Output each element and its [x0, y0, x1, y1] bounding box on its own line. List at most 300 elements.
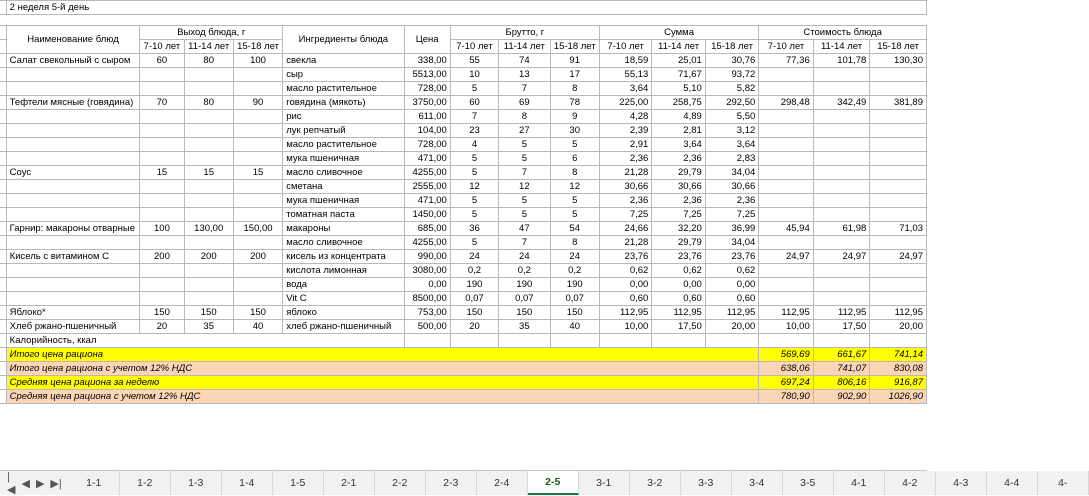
cell-brutto-2: 190 [550, 278, 599, 292]
totals-value-2: 741,14 [870, 348, 927, 362]
header-age-brutto-1: 11-14 лет [499, 40, 550, 54]
cell-output-1 [184, 278, 233, 292]
calories-cost-2 [870, 334, 927, 348]
table-row [0, 264, 927, 278]
cell-output-2 [233, 180, 282, 194]
totals-body [0, 348, 927, 404]
cell-brutto-1: 35 [499, 320, 550, 334]
sheet-tab-4-3[interactable]: 4-3 [936, 471, 987, 495]
cell-sum-1: 112,95 [652, 306, 705, 320]
cell-brutto-1: 150 [499, 306, 550, 320]
cell-cost-0: 298,48 [759, 96, 813, 110]
cell-output-0 [140, 180, 184, 194]
header-age-brutto-0: 7-10 лет [450, 40, 498, 54]
cell-brutto-2: 8 [550, 166, 599, 180]
cell-cost-1: 101,78 [813, 54, 870, 68]
calories-cost-0 [759, 334, 813, 348]
cell-sum-2: 34,04 [705, 236, 758, 250]
cell-sum-0: 10,00 [599, 320, 651, 334]
cell-sum-0: 112,95 [599, 306, 651, 320]
cell-output-0 [140, 278, 184, 292]
cell-sum-1: 5,10 [652, 82, 705, 96]
sheet-tab-3-1[interactable]: 3-1 [579, 471, 630, 495]
cell-brutto-2: 24 [550, 250, 599, 264]
cell-sum-0: 2,39 [599, 124, 651, 138]
totals-value-1: 661,67 [813, 348, 870, 362]
cell-price: 0,00 [404, 278, 450, 292]
cell-brutto-1: 0,07 [499, 292, 550, 306]
cell-sum-1: 29,79 [652, 166, 705, 180]
cell-output-2: 100 [233, 54, 282, 68]
cell-sum-1: 17,50 [652, 320, 705, 334]
tab-nav-next-icon[interactable]: ▶ [35, 477, 45, 490]
cell-output-2 [233, 82, 282, 96]
cell-output-2 [233, 264, 282, 278]
calories-cost-1 [813, 334, 870, 348]
cell-cost-2 [870, 82, 927, 96]
header-group-brutto: Брутто, г [450, 26, 599, 40]
sheet-tab-2-5[interactable]: 2-5 [528, 471, 579, 495]
cell-output-2 [233, 152, 282, 166]
cell-cost-2: 381,89 [870, 96, 927, 110]
cell-sum-0: 30,66 [599, 180, 651, 194]
calories-brutto-0 [450, 334, 498, 348]
sheet-tab-1-2[interactable]: 1-2 [120, 471, 171, 495]
cell-ingredient: томатная паста [283, 208, 404, 222]
cell-brutto-0: 10 [450, 68, 498, 82]
cell-output-0 [140, 124, 184, 138]
cell-brutto-2: 8 [550, 236, 599, 250]
cell-brutto-1: 13 [499, 68, 550, 82]
cell-sum-1: 2,81 [652, 124, 705, 138]
cell-sum-2: 5,50 [705, 110, 758, 124]
cell-brutto-2: 9 [550, 110, 599, 124]
cell-sum-2: 292,50 [705, 96, 758, 110]
cell-brutto-2: 6 [550, 152, 599, 166]
sheet-tab-4-4[interactable]: 4-4 [987, 471, 1038, 495]
cell-sum-2: 7,25 [705, 208, 758, 222]
totals-value-2: 916,87 [870, 376, 927, 390]
cell-cost-0 [759, 166, 813, 180]
cell-cost-2 [870, 166, 927, 180]
cell-brutto-1: 47 [499, 222, 550, 236]
cell-output-2 [233, 68, 282, 82]
cell-cost-1 [813, 208, 870, 222]
sheet-tab-3-2[interactable]: 3-2 [630, 471, 681, 495]
table-row [0, 208, 927, 222]
cell-cost-1 [813, 110, 870, 124]
cell-brutto-1: 12 [499, 180, 550, 194]
cell-sum-0: 21,28 [599, 166, 651, 180]
cell-sum-2: 20,00 [705, 320, 758, 334]
cell-ingredient: масло сливочное [283, 236, 404, 250]
cell-cost-0 [759, 138, 813, 152]
cell-brutto-0: 23 [450, 124, 498, 138]
cell-sum-0: 0,62 [599, 264, 651, 278]
cell-cost-1 [813, 152, 870, 166]
sheet-tab-3-5[interactable]: 3-5 [783, 471, 834, 495]
cell-brutto-0: 190 [450, 278, 498, 292]
cell-output-0: 15 [140, 166, 184, 180]
calories-label: Калорийность, ккал [6, 334, 404, 348]
cell-output-2 [233, 138, 282, 152]
cell-sum-1: 0,60 [652, 292, 705, 306]
cell-dish-name: Соус [6, 166, 140, 180]
cell-dish-name [6, 292, 140, 306]
cell-cost-2 [870, 264, 927, 278]
cell-brutto-0: 5 [450, 208, 498, 222]
totals-value-1: 741,07 [813, 362, 870, 376]
cell-sum-2: 3,64 [705, 138, 758, 152]
cell-ingredient: яблоко [283, 306, 404, 320]
cell-output-2: 90 [233, 96, 282, 110]
cell-cost-0 [759, 208, 813, 222]
cell-cost-1 [813, 68, 870, 82]
cell-output-2 [233, 110, 282, 124]
cell-ingredient: кислота лимонная [283, 264, 404, 278]
cell-output-2: 200 [233, 250, 282, 264]
cell-ingredient: лук репчатый [283, 124, 404, 138]
sheet-tab-4-[interactable]: 4- [1038, 471, 1089, 495]
cell-cost-2 [870, 208, 927, 222]
cell-sum-0: 23,76 [599, 250, 651, 264]
cell-cost-2 [870, 138, 927, 152]
table-row [0, 68, 927, 82]
cell-ingredient: свекла [283, 54, 404, 68]
cell-price: 500,00 [404, 320, 450, 334]
cell-sum-2: 3,12 [705, 124, 758, 138]
table-row [0, 194, 927, 208]
cell-output-1 [184, 208, 233, 222]
cell-price: 3750,00 [404, 96, 450, 110]
cell-cost-1: 17,50 [813, 320, 870, 334]
cell-sum-2: 2,36 [705, 194, 758, 208]
cell-brutto-0: 4 [450, 138, 498, 152]
cell-cost-1: 24,97 [813, 250, 870, 264]
calories-row [0, 334, 927, 348]
sheet-title-row [0, 1, 927, 15]
cell-output-0 [140, 110, 184, 124]
cell-output-2 [233, 292, 282, 306]
cell-ingredient: макароны [283, 222, 404, 236]
cell-sum-1: 2,36 [652, 152, 705, 166]
header-price: Цена [404, 26, 450, 54]
cell-output-0 [140, 138, 184, 152]
cell-cost-1 [813, 166, 870, 180]
header-dish-name: Наименование блюд [6, 26, 140, 54]
cell-output-0: 100 [140, 222, 184, 236]
cell-cost-1 [813, 278, 870, 292]
cell-cost-0 [759, 292, 813, 306]
cell-cost-1 [813, 264, 870, 278]
cell-sum-1: 258,75 [652, 96, 705, 110]
header-group-sum: Сумма [599, 26, 758, 40]
totals-value-2: 830,08 [870, 362, 927, 376]
cell-sum-1: 23,76 [652, 250, 705, 264]
cell-cost-0 [759, 278, 813, 292]
cell-cost-0 [759, 194, 813, 208]
cell-sum-0: 3,64 [599, 82, 651, 96]
cell-cost-0 [759, 124, 813, 138]
table-body [0, 54, 927, 334]
cell-cost-2: 20,00 [870, 320, 927, 334]
cell-brutto-2: 150 [550, 306, 599, 320]
sheet-tab-3-3[interactable]: 3-3 [681, 471, 732, 495]
calories-sum-1 [652, 334, 705, 348]
table-row [0, 222, 927, 236]
cell-cost-1 [813, 236, 870, 250]
totals-value-1: 806,16 [813, 376, 870, 390]
cell-price: 611,00 [404, 110, 450, 124]
cell-sum-1: 30,66 [652, 180, 705, 194]
cell-ingredient: масло растительное [283, 82, 404, 96]
cell-cost-0: 77,36 [759, 54, 813, 68]
cell-output-1 [184, 110, 233, 124]
calories-sum-0 [599, 334, 651, 348]
cell-sum-1: 7,25 [652, 208, 705, 222]
cell-sum-0: 4,28 [599, 110, 651, 124]
cell-sum-2: 0,00 [705, 278, 758, 292]
cell-output-0 [140, 292, 184, 306]
table-row [0, 278, 927, 292]
cell-cost-1 [813, 180, 870, 194]
tab-nav-controls[interactable] [0, 471, 69, 495]
cell-brutto-0: 24 [450, 250, 498, 264]
cell-brutto-2: 0,2 [550, 264, 599, 278]
totals-row [0, 348, 927, 362]
cell-brutto-1: 5 [499, 194, 550, 208]
table-header-top [0, 26, 927, 40]
cell-sum-1: 71,67 [652, 68, 705, 82]
cell-brutto-2: 5 [550, 138, 599, 152]
cell-dish-name [6, 152, 140, 166]
cell-ingredient: мука пшеничная [283, 152, 404, 166]
cell-output-1 [184, 292, 233, 306]
table-row [0, 180, 927, 194]
cell-output-0: 150 [140, 306, 184, 320]
cell-dish-name: Кисель с витамином С [6, 250, 140, 264]
cell-cost-1: 112,95 [813, 306, 870, 320]
cell-output-0 [140, 68, 184, 82]
header-age-sum-1: 11-14 лет [652, 40, 705, 54]
cell-brutto-1: 7 [499, 166, 550, 180]
cell-brutto-0: 5 [450, 82, 498, 96]
totals-value-0: 638,06 [759, 362, 813, 376]
cell-sum-1: 25,01 [652, 54, 705, 68]
cell-dish-name [6, 82, 140, 96]
table-row [0, 166, 927, 180]
cell-cost-0 [759, 180, 813, 194]
cell-brutto-2: 8 [550, 82, 599, 96]
calories-sum-2 [705, 334, 758, 348]
cell-cost-1 [813, 82, 870, 96]
cell-sum-0: 18,59 [599, 54, 651, 68]
cell-sum-0: 0,60 [599, 292, 651, 306]
cell-sum-1: 3,64 [652, 138, 705, 152]
cell-dish-name: Хлеб ржано-пшеничный [6, 320, 140, 334]
cell-price: 4255,00 [404, 166, 450, 180]
cell-sum-2: 23,76 [705, 250, 758, 264]
cell-output-1: 200 [184, 250, 233, 264]
sheet-tab-2-2[interactable]: 2-2 [375, 471, 426, 495]
sheet-tab-1-5[interactable]: 1-5 [273, 471, 324, 495]
cell-output-1 [184, 124, 233, 138]
sheet-tab-2-4[interactable]: 2-4 [477, 471, 528, 495]
cell-cost-1 [813, 138, 870, 152]
sheet-tab-4-1[interactable]: 4-1 [834, 471, 885, 495]
cell-cost-0 [759, 110, 813, 124]
calories-brutto-1 [499, 334, 550, 348]
cell-sum-2: 30,66 [705, 180, 758, 194]
cell-brutto-1: 8 [499, 110, 550, 124]
cell-cost-0 [759, 68, 813, 82]
cell-dish-name: Гарнир: макароны отварные [6, 222, 140, 236]
cell-output-1 [184, 236, 233, 250]
cell-output-1 [184, 68, 233, 82]
totals-value-2: 1026,90 [870, 390, 927, 404]
cell-output-1 [184, 180, 233, 194]
cell-cost-2 [870, 292, 927, 306]
cell-sum-2: 0,62 [705, 264, 758, 278]
sheet-tab-1-3[interactable]: 1-3 [171, 471, 222, 495]
cell-brutto-1: 190 [499, 278, 550, 292]
cell-output-1: 80 [184, 54, 233, 68]
sheet-tab-4-2[interactable]: 4-2 [885, 471, 936, 495]
totals-label: Итого цена рациона [6, 348, 759, 362]
table-row [0, 138, 927, 152]
header-age-out-2: 15-18 лет [233, 40, 282, 54]
cell-output-0: 70 [140, 96, 184, 110]
cell-brutto-0: 5 [450, 236, 498, 250]
cell-sum-0: 0,00 [599, 278, 651, 292]
cell-sum-0: 55,13 [599, 68, 651, 82]
calories-price [404, 334, 450, 348]
sheet-tab-3-4[interactable]: 3-4 [732, 471, 783, 495]
sheet-tab-1-4[interactable]: 1-4 [222, 471, 273, 495]
row-gutter [0, 40, 6, 54]
cell-price: 2555,00 [404, 180, 450, 194]
cell-price: 753,00 [404, 306, 450, 320]
sheet-tabs[interactable] [69, 471, 1089, 495]
sheet-tab-bar[interactable] [0, 470, 1068, 496]
totals-value-0: 569,69 [759, 348, 813, 362]
cell-cost-2: 112,95 [870, 306, 927, 320]
cell-output-0 [140, 152, 184, 166]
cell-price: 1450,00 [404, 208, 450, 222]
cell-sum-1: 4,89 [652, 110, 705, 124]
cell-cost-2: 130,30 [870, 54, 927, 68]
cell-price: 104,00 [404, 124, 450, 138]
sheet-tab-1-1[interactable]: 1-1 [69, 471, 120, 495]
totals-label: Итого цена рациона с учетом 12% НДС [6, 362, 759, 376]
cell-output-1 [184, 138, 233, 152]
cell-output-1: 130,00 [184, 222, 233, 236]
cell-brutto-2: 78 [550, 96, 599, 110]
cell-brutto-0: 0,07 [450, 292, 498, 306]
cell-ingredient: масло сливочное [283, 166, 404, 180]
totals-row [0, 376, 927, 390]
cell-sum-2: 93,72 [705, 68, 758, 82]
tab-nav-last-icon[interactable]: ▶| [50, 477, 62, 490]
header-age-sum-0: 7-10 лет [599, 40, 651, 54]
cell-output-1 [184, 82, 233, 96]
table-row [0, 96, 927, 110]
cell-dish-name [6, 110, 140, 124]
cell-brutto-0: 5 [450, 152, 498, 166]
cell-output-0 [140, 264, 184, 278]
table-row [0, 82, 927, 96]
cell-sum-2: 112,95 [705, 306, 758, 320]
table-row [0, 110, 927, 124]
cell-price: 728,00 [404, 138, 450, 152]
cell-ingredient: кисель из концентрата [283, 250, 404, 264]
cell-cost-0 [759, 264, 813, 278]
cell-price: 3080,00 [404, 264, 450, 278]
cell-brutto-1: 5 [499, 152, 550, 166]
cell-brutto-1: 0,2 [499, 264, 550, 278]
tab-nav-first-icon[interactable]: |◀ [7, 470, 16, 496]
cell-brutto-1: 24 [499, 250, 550, 264]
cell-price: 5513,00 [404, 68, 450, 82]
sheet-tab-2-3[interactable]: 2-3 [426, 471, 477, 495]
cell-brutto-1: 7 [499, 82, 550, 96]
cell-output-1: 80 [184, 96, 233, 110]
cell-cost-1: 342,49 [813, 96, 870, 110]
totals-row [0, 390, 927, 404]
cell-price: 471,00 [404, 194, 450, 208]
cell-ingredient: Vit C [283, 292, 404, 306]
cell-output-2 [233, 236, 282, 250]
table-row [0, 250, 927, 264]
cell-brutto-2: 0,07 [550, 292, 599, 306]
cell-brutto-0: 0,2 [450, 264, 498, 278]
cell-sum-0: 2,36 [599, 152, 651, 166]
totals-label: Средняя цена рациона с учетом 12% НДС [6, 390, 759, 404]
cell-output-2: 40 [233, 320, 282, 334]
cell-dish-name: Салат свекольный с сыром [6, 54, 140, 68]
cell-brutto-1: 5 [499, 208, 550, 222]
cell-ingredient: масло растительное [283, 138, 404, 152]
cell-ingredient: мука пшеничная [283, 194, 404, 208]
header-group-output: Выход блюда, г [140, 26, 283, 40]
cell-brutto-1: 27 [499, 124, 550, 138]
cell-brutto-1: 7 [499, 236, 550, 250]
sheet-tab-2-1[interactable]: 2-1 [324, 471, 375, 495]
cell-sum-1: 29,79 [652, 236, 705, 250]
cell-ingredient: сметана [283, 180, 404, 194]
cell-price: 990,00 [404, 250, 450, 264]
cell-output-2: 15 [233, 166, 282, 180]
cell-output-2: 150 [233, 306, 282, 320]
table-row [0, 152, 927, 166]
cell-output-0: 200 [140, 250, 184, 264]
cell-cost-2 [870, 124, 927, 138]
cell-price: 338,00 [404, 54, 450, 68]
cell-brutto-1: 5 [499, 138, 550, 152]
cell-cost-0: 112,95 [759, 306, 813, 320]
totals-value-0: 697,24 [759, 376, 813, 390]
cell-cost-0 [759, 236, 813, 250]
cell-sum-0: 2,91 [599, 138, 651, 152]
spacer-row [0, 15, 927, 26]
cell-dish-name [6, 68, 140, 82]
totals-label: Средняя цена рациона за неделю [6, 376, 759, 390]
cell-ingredient: вода [283, 278, 404, 292]
cell-brutto-0: 150 [450, 306, 498, 320]
tab-nav-prev-icon[interactable]: ◀ [21, 477, 30, 490]
cell-sum-2: 2,83 [705, 152, 758, 166]
cell-sum-2: 0,60 [705, 292, 758, 306]
